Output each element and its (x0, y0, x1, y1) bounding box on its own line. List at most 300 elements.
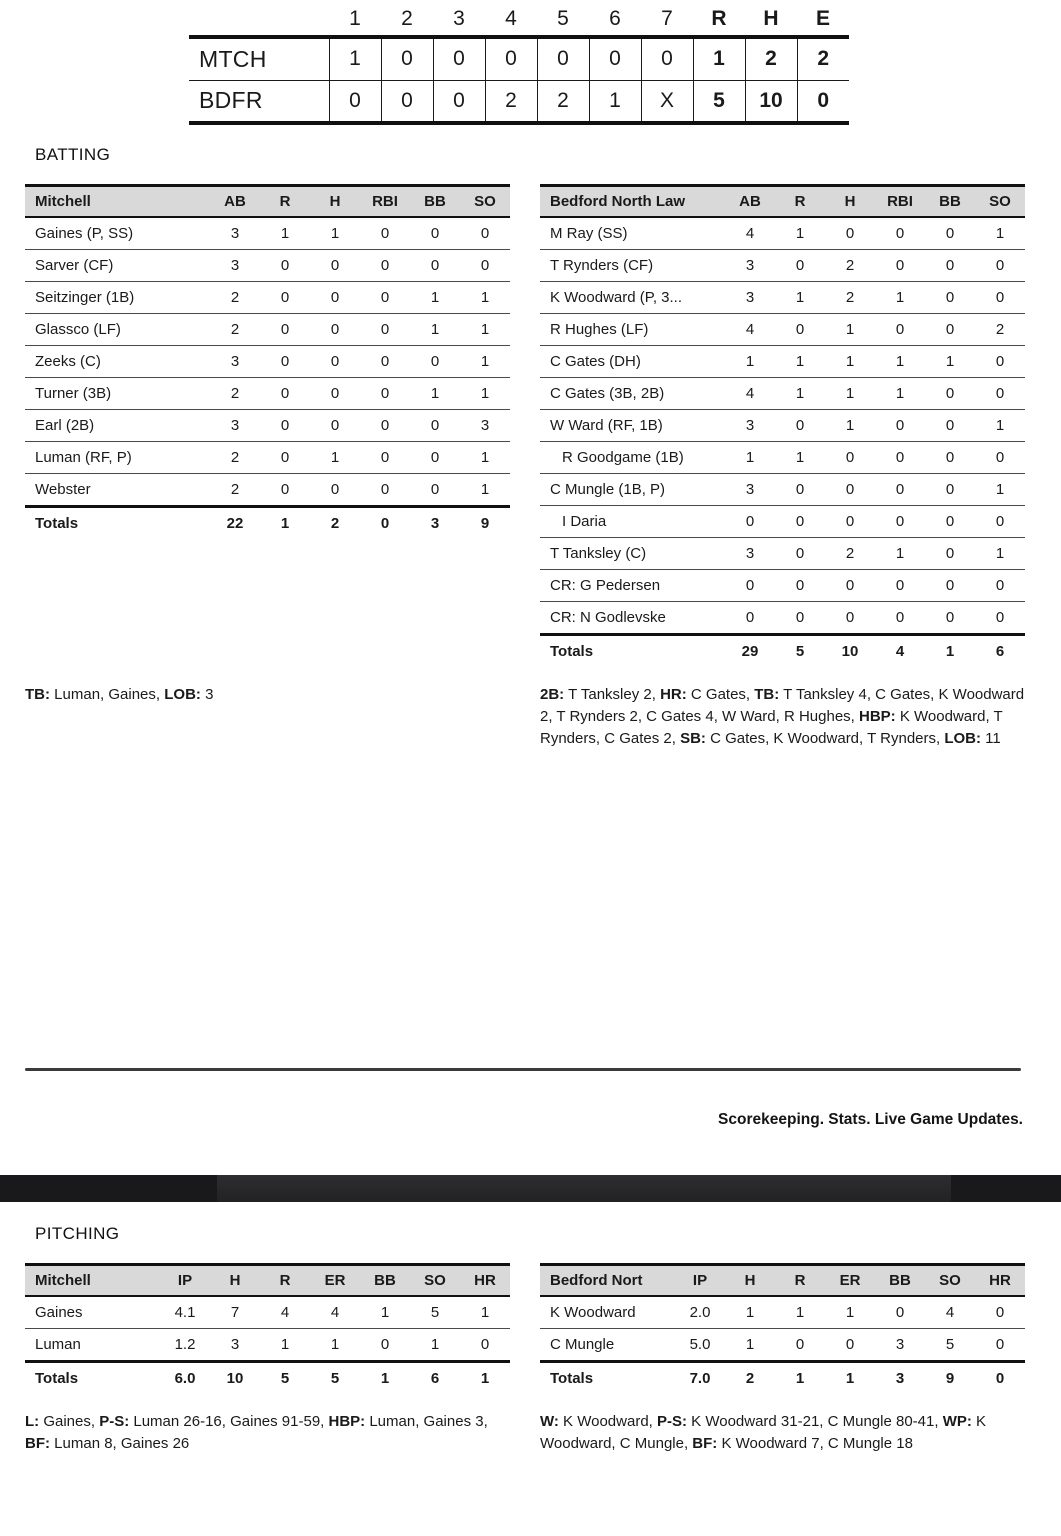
stat-column-header: HR (975, 1265, 1025, 1297)
player-row (540, 250, 1025, 282)
note-stat-label: WP: (942, 1413, 972, 1430)
stat-value: 1 (260, 217, 310, 250)
stat-value: 0 (410, 474, 460, 507)
note-stat-text: Luman 8, Gaines 26 (50, 1435, 190, 1452)
stat-value: 0 (775, 314, 825, 346)
inning-score: 0 (589, 37, 641, 80)
player-name: Turner (3B) (25, 378, 210, 410)
totals-value: 2 (310, 507, 360, 540)
stat-column-header: RBI (360, 186, 410, 218)
stat-value: 3 (210, 346, 260, 378)
player-row (25, 250, 510, 282)
stat-value: 0 (875, 250, 925, 282)
stat-value: 0 (925, 217, 975, 250)
stat-value: 0 (925, 410, 975, 442)
player-name: C Gates (DH) (540, 346, 725, 378)
rhe-value: 2 (797, 37, 849, 80)
stat-value: 0 (775, 410, 825, 442)
stat-value: 0 (925, 570, 975, 602)
pitching-tables-row (0, 1263, 1061, 1394)
stat-value: 1 (825, 410, 875, 442)
stat-value: 3 (210, 410, 260, 442)
rhe-value: 0 (797, 80, 849, 123)
stat-value: 0 (360, 1329, 410, 1362)
pitching-table (540, 1263, 1025, 1394)
stat-value: 0 (360, 474, 410, 507)
stat-value: 4.1 (160, 1296, 210, 1329)
stat-value: 1 (310, 217, 360, 250)
stat-value: 0 (260, 410, 310, 442)
note-stat-text: Luman, Gaines, (50, 686, 165, 703)
stat-value: 0 (360, 217, 410, 250)
stat-value: 0 (460, 250, 510, 282)
note-stat-label: P-S: (99, 1413, 130, 1430)
stat-value: 1 (975, 474, 1025, 506)
totals-value: 9 (460, 507, 510, 540)
stat-value: 0 (875, 1296, 925, 1329)
stat-value: 0 (975, 602, 1025, 635)
totals-value: 3 (410, 507, 460, 540)
inning-score: 0 (433, 80, 485, 123)
stat-value: 1 (775, 217, 825, 250)
stat-value: 4 (310, 1296, 360, 1329)
inning-score: 1 (329, 37, 381, 80)
inning-score: 0 (381, 80, 433, 123)
stat-value: 1 (410, 1329, 460, 1362)
rhe-header: H (763, 6, 779, 30)
stat-value: 0 (825, 602, 875, 635)
player-row (25, 378, 510, 410)
stat-value: 0 (310, 474, 360, 507)
player-name: C Mungle (1B, P) (540, 474, 725, 506)
inning-score: X (641, 80, 693, 123)
stat-value: 0 (310, 378, 360, 410)
stat-value: 3 (460, 410, 510, 442)
stat-value: 0 (925, 314, 975, 346)
inning-header: 6 (609, 6, 621, 30)
batting-table (540, 184, 1025, 667)
dark-divider-bar (0, 1175, 1061, 1202)
stat-value: 0 (925, 250, 975, 282)
team-abbreviation: MTCH (199, 45, 267, 72)
stat-value: 0 (260, 250, 310, 282)
pitching-section (0, 1224, 1061, 1455)
stat-value: 1 (825, 314, 875, 346)
stat-value: 4 (725, 378, 775, 410)
note-stat-text: 3 (200, 686, 214, 703)
stat-value: 0 (775, 602, 825, 635)
player-row (25, 314, 510, 346)
player-row (540, 538, 1025, 570)
stat-value: 3 (725, 474, 775, 506)
stat-value: 5.0 (675, 1329, 725, 1362)
linescore-team-row (189, 80, 849, 123)
totals-value: 6 (975, 635, 1025, 668)
note-stat-label: BF: (692, 1435, 718, 1452)
stat-value: 1 (410, 378, 460, 410)
inning-header: 3 (453, 6, 465, 30)
stat-value: 0 (875, 217, 925, 250)
inning-header: 2 (401, 6, 413, 30)
stat-value: 0 (975, 250, 1025, 282)
player-name: I Daria (540, 506, 725, 538)
stat-value: 2 (825, 250, 875, 282)
stat-value: 3 (725, 282, 775, 314)
note-stat-text: Luman 26-16, Gaines 91-59, (129, 1413, 329, 1430)
stat-value: 1 (260, 1329, 310, 1362)
note-stat-label: TB: (754, 686, 780, 703)
tagline: Scorekeeping. Stats. Live Game Updates. (718, 1111, 1023, 1128)
stat-value: 0 (260, 378, 310, 410)
player-row (540, 442, 1025, 474)
stat-value: 0 (875, 442, 925, 474)
stat-column-header: R (260, 186, 310, 218)
player-row (25, 217, 510, 250)
note-stat-text: 11 (981, 730, 1001, 747)
stat-value: 4 (725, 217, 775, 250)
inning-score: 0 (641, 37, 693, 80)
stat-column-header: IP (160, 1265, 210, 1297)
player-row (540, 1296, 1025, 1329)
dark-bar-right-segment (951, 1175, 1061, 1202)
stat-value: 0 (260, 442, 310, 474)
stat-value: 0 (410, 346, 460, 378)
stat-value: 3 (210, 217, 260, 250)
stat-value: 0 (725, 570, 775, 602)
stat-value: 0 (775, 506, 825, 538)
stat-value: 0 (775, 538, 825, 570)
player-row (540, 506, 1025, 538)
player-row (25, 1296, 510, 1329)
stat-value: 1 (410, 282, 460, 314)
pitching-notes (25, 1411, 510, 1455)
totals-value: 4 (875, 635, 925, 668)
linescore-header-row (189, 2, 849, 37)
stat-value: 2 (210, 282, 260, 314)
inning-score: 0 (329, 80, 381, 123)
inning-header: 7 (661, 6, 673, 30)
note-stat-label: W: (540, 1413, 559, 1430)
pitching-table (25, 1263, 510, 1394)
stat-value: 1 (775, 1296, 825, 1329)
player-name: Luman (25, 1329, 160, 1362)
stat-column-header: SO (925, 1265, 975, 1297)
totals-value: 1 (460, 1362, 510, 1395)
totals-value: 6.0 (160, 1362, 210, 1395)
stat-value: 1 (975, 217, 1025, 250)
inning-score: 0 (537, 37, 589, 80)
player-row (25, 474, 510, 507)
note-stat-label: 2B: (540, 686, 565, 703)
stat-column-header: IP (675, 1265, 725, 1297)
stat-value: 1 (975, 538, 1025, 570)
totals-value: 7.0 (675, 1362, 725, 1395)
rhe-value: 10 (745, 80, 797, 123)
stat-value: 1 (875, 282, 925, 314)
stat-value: 2.0 (675, 1296, 725, 1329)
totals-row (540, 635, 1025, 668)
stat-value: 0 (775, 474, 825, 506)
totals-value: 1 (260, 507, 310, 540)
totals-value: 22 (210, 507, 260, 540)
stat-column-header: H (310, 186, 360, 218)
totals-row (25, 507, 510, 540)
note-stat-text: K Woodward 31-21, C Mungle 80-41, (687, 1413, 943, 1430)
stat-column-header: R (775, 1265, 825, 1297)
player-name: Luman (RF, P) (25, 442, 210, 474)
stat-value: 1 (875, 538, 925, 570)
stat-value: 0 (260, 346, 310, 378)
stat-column-header: BB (360, 1265, 410, 1297)
stat-value: 3 (725, 538, 775, 570)
stat-value: 0 (360, 378, 410, 410)
stat-value: 0 (725, 602, 775, 635)
player-name: R Hughes (LF) (540, 314, 725, 346)
stat-value: 1 (925, 346, 975, 378)
stat-value: 0 (825, 474, 875, 506)
batting-table (25, 184, 510, 539)
player-name: Zeeks (C) (25, 346, 210, 378)
note-stat-label: HBP: (859, 708, 896, 725)
player-row (540, 602, 1025, 635)
stat-value: 0 (410, 217, 460, 250)
player-name: Gaines (P, SS) (25, 217, 210, 250)
rhe-header: E (815, 6, 830, 30)
stat-value: 0 (410, 442, 460, 474)
rhe-header: R (711, 6, 727, 30)
stat-value: 1 (775, 378, 825, 410)
linescore (189, 2, 849, 125)
stat-value: 4 (925, 1296, 975, 1329)
pitching-column (25, 1263, 510, 1394)
batting-section-title: BATTING (35, 145, 111, 164)
stat-value: 0 (925, 506, 975, 538)
player-row (25, 282, 510, 314)
totals-value: 0 (975, 1362, 1025, 1395)
inning-score: 2 (485, 80, 537, 123)
stat-value: 3 (725, 410, 775, 442)
pitching-table-header-row (540, 1265, 1025, 1297)
note-stat-label: BF: (25, 1435, 50, 1452)
player-name: W Ward (RF, 1B) (540, 410, 725, 442)
stat-value: 1 (775, 282, 825, 314)
batting-section (0, 145, 1061, 750)
inning-header: 4 (505, 6, 517, 30)
stat-value: 0 (925, 538, 975, 570)
note-stat-text: K Woodward 7, C Mungle 18 (717, 1435, 913, 1452)
stat-value: 0 (260, 474, 310, 507)
stat-value: 0 (875, 506, 925, 538)
stat-value: 4 (260, 1296, 310, 1329)
inning-score: 1 (589, 80, 641, 123)
totals-row (25, 1362, 510, 1395)
stat-value: 1 (775, 346, 825, 378)
note-stat-label: L: (25, 1413, 40, 1430)
dark-bar-left-segment (0, 1175, 217, 1202)
stat-value: 1 (975, 410, 1025, 442)
note-stat-label: LOB: (164, 686, 201, 703)
stat-value: 0 (875, 314, 925, 346)
stat-value: 3 (210, 250, 260, 282)
stat-value: 3 (210, 1329, 260, 1362)
stat-value: 0 (825, 217, 875, 250)
linescore-header-spacer (189, 2, 329, 37)
stat-value: 0 (875, 474, 925, 506)
note-stat-text: C Gates, K Woodward, T Rynders, (705, 730, 945, 747)
player-row (540, 474, 1025, 506)
stat-value: 0 (460, 1329, 510, 1362)
stat-value: 0 (360, 250, 410, 282)
stat-value: 2 (210, 378, 260, 410)
totals-value: 1 (775, 1362, 825, 1395)
batting-table-header-row (25, 186, 510, 218)
stat-value: 4 (725, 314, 775, 346)
stat-value: 1 (775, 442, 825, 474)
stat-value: 0 (310, 410, 360, 442)
stat-column-header: H (210, 1265, 260, 1297)
stat-value: 2 (210, 314, 260, 346)
stat-value: 0 (975, 282, 1025, 314)
stat-value: 3 (725, 250, 775, 282)
stat-value: 1 (310, 442, 360, 474)
stat-value: 0 (975, 378, 1025, 410)
player-row (540, 217, 1025, 250)
stat-value: 1 (725, 1296, 775, 1329)
stat-value: 0 (925, 378, 975, 410)
stat-value: 1 (875, 346, 925, 378)
footer-divider-line (25, 1068, 1021, 1071)
player-name: T Tanksley (C) (540, 538, 725, 570)
player-row (540, 570, 1025, 602)
stat-column-header: ER (310, 1265, 360, 1297)
totals-value: 3 (875, 1362, 925, 1395)
stat-value: 1 (310, 1329, 360, 1362)
stat-value: 1 (825, 346, 875, 378)
player-name: R Goodgame (1B) (540, 442, 725, 474)
player-name: Glassco (LF) (25, 314, 210, 346)
batting-notes (25, 684, 510, 750)
stat-value: 0 (925, 602, 975, 635)
player-name: Sarver (CF) (25, 250, 210, 282)
stat-value: 0 (975, 570, 1025, 602)
stat-value: 0 (310, 250, 360, 282)
stat-column-header: HR (460, 1265, 510, 1297)
totals-label: Totals (25, 507, 210, 540)
stat-value: 2 (825, 282, 875, 314)
batting-table-header-row (540, 186, 1025, 218)
stat-value: 0 (925, 442, 975, 474)
stat-column-header: SO (975, 186, 1025, 218)
stat-value: 1 (725, 1329, 775, 1362)
totals-value: 5 (310, 1362, 360, 1395)
inning-header: 1 (349, 6, 361, 30)
stat-value: 2 (975, 314, 1025, 346)
totals-value: 1 (925, 635, 975, 668)
note-stat-text: K Woodward, C Mungle, (540, 1413, 987, 1452)
totals-value: 5 (775, 635, 825, 668)
batting-column (540, 184, 1025, 667)
stat-value: 1 (460, 282, 510, 314)
stat-value: 0 (360, 346, 410, 378)
stat-value: 0 (775, 1329, 825, 1362)
player-row (540, 314, 1025, 346)
stat-value: 0 (975, 442, 1025, 474)
note-stat-label: SB: (680, 730, 706, 747)
dark-bar-middle-segment (217, 1175, 951, 1202)
stat-value: 1 (460, 314, 510, 346)
stat-column-header: SO (410, 1265, 460, 1297)
stat-value: 0 (825, 570, 875, 602)
stat-value: 0 (825, 1329, 875, 1362)
note-stat-text: C Gates, (686, 686, 755, 703)
stat-value: 0 (310, 314, 360, 346)
stat-value: 1 (460, 346, 510, 378)
player-name: CR: N Godlevske (540, 602, 725, 635)
stat-value: 1 (460, 1296, 510, 1329)
totals-label: Totals (25, 1362, 160, 1395)
stat-value: 0 (975, 506, 1025, 538)
stat-value: 0 (460, 217, 510, 250)
totals-value: 10 (210, 1362, 260, 1395)
stat-column-header: R (260, 1265, 310, 1297)
totals-value: 2 (725, 1362, 775, 1395)
stat-value: 0 (360, 314, 410, 346)
player-row (25, 346, 510, 378)
stat-value: 0 (260, 314, 310, 346)
player-row (25, 442, 510, 474)
totals-value: 10 (825, 635, 875, 668)
totals-row (540, 1362, 1025, 1395)
rhe-value: 1 (693, 37, 745, 80)
totals-value: 29 (725, 635, 775, 668)
stat-value: 0 (925, 474, 975, 506)
stat-value: 0 (360, 442, 410, 474)
stat-value: 3 (875, 1329, 925, 1362)
linescore-table (189, 2, 849, 125)
stat-value: 1 (460, 442, 510, 474)
batting-tables-row (0, 184, 1061, 667)
player-name: C Gates (3B, 2B) (540, 378, 725, 410)
stat-value: 0 (775, 250, 825, 282)
stat-value: 0 (875, 570, 925, 602)
note-stat-label: TB: (25, 686, 50, 703)
stat-column-header: H (825, 186, 875, 218)
player-row (540, 410, 1025, 442)
totals-value: 9 (925, 1362, 975, 1395)
stat-column-header: AB (725, 186, 775, 218)
note-stat-text: T Tanksley 2, (564, 686, 661, 703)
team-name-header: Mitchell (25, 1265, 160, 1297)
player-name: Earl (2B) (25, 410, 210, 442)
note-stat-label: P-S: (657, 1413, 687, 1430)
stat-value: 0 (310, 346, 360, 378)
stat-value: 0 (975, 346, 1025, 378)
stat-value: 0 (410, 250, 460, 282)
stat-value: 0 (410, 410, 460, 442)
stat-value: 0 (925, 282, 975, 314)
stat-column-header: H (725, 1265, 775, 1297)
stat-column-header: BB (410, 186, 460, 218)
totals-value: 5 (260, 1362, 310, 1395)
note-stat-label: LOB: (944, 730, 982, 747)
stat-column-header: BB (925, 186, 975, 218)
player-row (540, 378, 1025, 410)
stat-column-header: AB (210, 186, 260, 218)
stat-value: 0 (725, 506, 775, 538)
stat-value: 1 (875, 378, 925, 410)
player-name: CR: G Pedersen (540, 570, 725, 602)
stat-value: 0 (875, 410, 925, 442)
